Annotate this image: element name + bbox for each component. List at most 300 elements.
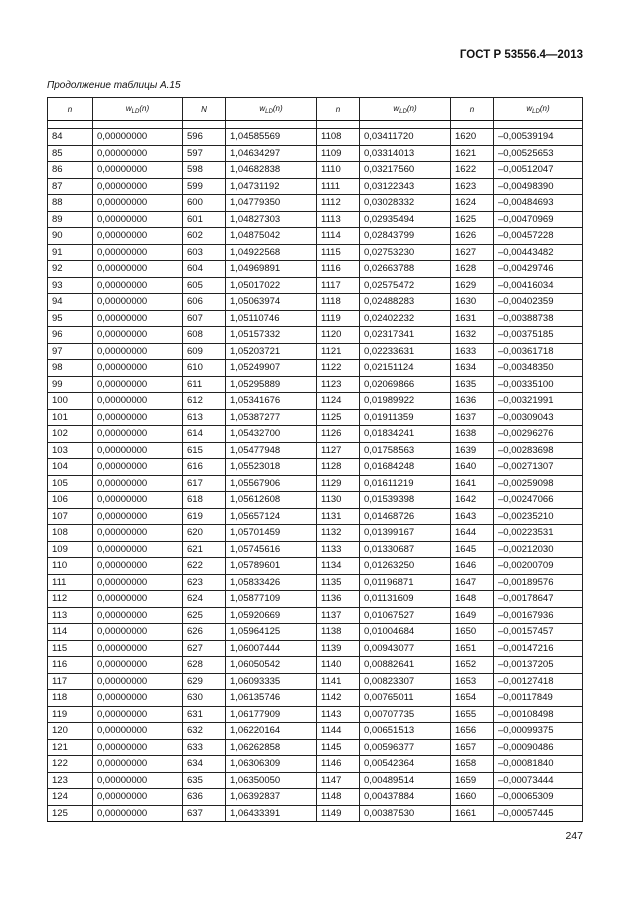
table-cell: 0,00000000 (93, 294, 183, 311)
header-row (48, 98, 583, 121)
table-cell: 1136 (317, 591, 360, 608)
table-cell: 1144 (317, 723, 360, 740)
table-cell: 1149 (317, 805, 360, 822)
table-cell: 0,02935494 (360, 211, 451, 228)
table-cell: 106 (48, 492, 93, 509)
table-cell: 633 (183, 739, 226, 756)
table-cell: 0,00000000 (93, 228, 183, 245)
table-cell: –0,00212030 (494, 541, 583, 558)
table-cell: 0,00000000 (93, 772, 183, 789)
table-row (48, 558, 583, 575)
table-row (48, 195, 583, 212)
table-row (48, 508, 583, 525)
table-cell: 87 (48, 178, 93, 195)
table-cell: 0,02402232 (360, 310, 451, 327)
column-header-subscript: LD (131, 108, 140, 115)
table-cell: 1124 (317, 393, 360, 410)
table-cell: 627 (183, 640, 226, 657)
table-cell: 100 (48, 393, 93, 410)
table-cell: –0,00443482 (494, 244, 583, 261)
table-cell: 94 (48, 294, 93, 311)
column-header (226, 98, 317, 121)
table-row (48, 640, 583, 657)
table-cell: 0,01834241 (360, 426, 451, 443)
table-cell: 0,02069866 (360, 376, 451, 393)
table-cell: 0,03314013 (360, 145, 451, 162)
table-cell: –0,00296276 (494, 426, 583, 443)
table-cell: 1,04731192 (226, 178, 317, 195)
table-cell: 1,05295889 (226, 376, 317, 393)
table-cell: 1646 (451, 558, 494, 575)
table-cell: 631 (183, 706, 226, 723)
table-cell: 0,00000000 (93, 558, 183, 575)
column-header (48, 98, 93, 121)
table-cell: 1635 (451, 376, 494, 393)
table-cell: 1,05432700 (226, 426, 317, 443)
table-cell: 1630 (451, 294, 494, 311)
data-table (47, 97, 583, 822)
table-cell: –0,00457228 (494, 228, 583, 245)
table-cell: 0,00000000 (93, 640, 183, 657)
table-cell: 1,06262858 (226, 739, 317, 756)
table-cell: 0,00000000 (93, 739, 183, 756)
table-cell: 1125 (317, 409, 360, 426)
table-cell: 115 (48, 640, 93, 657)
table-cell: 96 (48, 327, 93, 344)
table-cell: 1661 (451, 805, 494, 822)
table-cell: 0,00000000 (93, 591, 183, 608)
table-cell: 1,05110746 (226, 310, 317, 327)
table-cell: 0,00000000 (93, 574, 183, 591)
table-row (48, 228, 583, 245)
table-cell: 1653 (451, 673, 494, 690)
table-cell: 625 (183, 607, 226, 624)
table-cell: 0,03122343 (360, 178, 451, 195)
table-row (48, 442, 583, 459)
table-cell: 1114 (317, 228, 360, 245)
table-cell: 1109 (317, 145, 360, 162)
table-cell: 1130 (317, 492, 360, 509)
table-cell: 1625 (451, 211, 494, 228)
table-cell: 1115 (317, 244, 360, 261)
table-cell: –0,00127418 (494, 673, 583, 690)
table-cell: –0,00525653 (494, 145, 583, 162)
table-cell: 95 (48, 310, 93, 327)
table-cell: 1647 (451, 574, 494, 591)
table-row (48, 145, 583, 162)
table-cell: 0,00000000 (93, 178, 183, 195)
column-header (183, 98, 226, 121)
table-cell: 1147 (317, 772, 360, 789)
table-cell: –0,00470969 (494, 211, 583, 228)
table-cell: –0,00271307 (494, 459, 583, 476)
table-cell: 1139 (317, 640, 360, 657)
table-cell: 1,04922568 (226, 244, 317, 261)
table-row (48, 772, 583, 789)
table-cell: –0,00117849 (494, 690, 583, 707)
table-cell: –0,00073444 (494, 772, 583, 789)
table-row (48, 607, 583, 624)
table-row (48, 327, 583, 344)
table-cell: 1138 (317, 624, 360, 641)
column-header (451, 98, 494, 121)
table-row (48, 789, 583, 806)
table-cell: 1133 (317, 541, 360, 558)
table-cell: 1,06350050 (226, 772, 317, 789)
table-cell: 0,00000000 (93, 244, 183, 261)
table-cell: 597 (183, 145, 226, 162)
table-cell: 620 (183, 525, 226, 542)
table-cell: 0,00000000 (93, 426, 183, 443)
table-cell: 111 (48, 574, 93, 591)
table-cell: 0,01131609 (360, 591, 451, 608)
table-row (48, 162, 583, 179)
table-row (48, 211, 583, 228)
table-cell: –0,00247066 (494, 492, 583, 509)
table-cell: –0,00189576 (494, 574, 583, 591)
table-cell: –0,00235210 (494, 508, 583, 525)
table-cell: 0,01004684 (360, 624, 451, 641)
table-cell: 101 (48, 409, 93, 426)
table-cell: 1,06220164 (226, 723, 317, 740)
table-cell: –0,00157457 (494, 624, 583, 641)
column-header-subscript: LD (265, 108, 273, 115)
table-cell: 1,05203721 (226, 343, 317, 360)
table-cell: 1637 (451, 409, 494, 426)
table-cell: 0,01611219 (360, 475, 451, 492)
table-cell: –0,00167936 (494, 607, 583, 624)
table-cell: 1655 (451, 706, 494, 723)
table-cell: 121 (48, 739, 93, 756)
table-cell: 1,05017022 (226, 277, 317, 294)
table-cell: 632 (183, 723, 226, 740)
table-cell: 0,00000000 (93, 690, 183, 707)
table-row (48, 756, 583, 773)
table-cell: 0,00882641 (360, 657, 451, 674)
table-cell: 1,06306309 (226, 756, 317, 773)
table-cell: 1119 (317, 310, 360, 327)
table-cell: 0,02843799 (360, 228, 451, 245)
table-cell: 0,00765011 (360, 690, 451, 707)
table-cell: 1135 (317, 574, 360, 591)
table-cell: 628 (183, 657, 226, 674)
table-cell: 621 (183, 541, 226, 558)
table-cell: 1148 (317, 789, 360, 806)
table-cell: 0,02575472 (360, 277, 451, 294)
table-cell: 1132 (317, 525, 360, 542)
table-cell: 0,00000000 (93, 723, 183, 740)
table-row (48, 360, 583, 377)
table-cell: 1146 (317, 756, 360, 773)
table-cell: 0,00000000 (93, 442, 183, 459)
table-cell: –0,00348350 (494, 360, 583, 377)
table-cell: 0,00000000 (93, 129, 183, 146)
table-cell: 1140 (317, 657, 360, 674)
table-cell: –0,00147216 (494, 640, 583, 657)
table-cell: 0,00000000 (93, 706, 183, 723)
table-cell: 596 (183, 129, 226, 146)
table-cell: 1632 (451, 327, 494, 344)
table-cell: 112 (48, 591, 93, 608)
table-cell: 622 (183, 558, 226, 575)
table-cell: 617 (183, 475, 226, 492)
table-cell: 92 (48, 261, 93, 278)
table-cell: 1642 (451, 492, 494, 509)
table-cell: 605 (183, 277, 226, 294)
table-cell: 93 (48, 277, 93, 294)
table-cell: 599 (183, 178, 226, 195)
table-cell: 0,00000000 (93, 360, 183, 377)
table-row (48, 459, 583, 476)
table-cell: 1,04827303 (226, 211, 317, 228)
table-cell: –0,00090486 (494, 739, 583, 756)
table-cell: –0,00223531 (494, 525, 583, 542)
column-header-subscript: LD (399, 108, 407, 115)
table-cell: 0,02233631 (360, 343, 451, 360)
column-header-suffix: (n) (406, 103, 417, 113)
table-cell: 609 (183, 343, 226, 360)
table-cell: 0,00000000 (93, 508, 183, 525)
table-cell: 1143 (317, 706, 360, 723)
table-cell: 1,05789601 (226, 558, 317, 575)
table-cell: 1,05920669 (226, 607, 317, 624)
table-cell: 114 (48, 624, 93, 641)
spacer-row (48, 121, 583, 129)
table-cell: 1,05341676 (226, 393, 317, 410)
table-cell: –0,00178647 (494, 591, 583, 608)
table-row (48, 261, 583, 278)
table-cell: 1145 (317, 739, 360, 756)
table-row (48, 723, 583, 740)
table-cell: 1,04875042 (226, 228, 317, 245)
table-cell: 1,06093335 (226, 673, 317, 690)
table-cell: 1636 (451, 393, 494, 410)
table-cell: 122 (48, 756, 93, 773)
table-cell: –0,00335100 (494, 376, 583, 393)
table-cell: –0,00429746 (494, 261, 583, 278)
table-row (48, 739, 583, 756)
table-cell: 89 (48, 211, 93, 228)
table-cell: 1,05612608 (226, 492, 317, 509)
table-row (48, 393, 583, 410)
table-cell: 0,00823307 (360, 673, 451, 690)
table-cell: 1640 (451, 459, 494, 476)
table-cell: 1629 (451, 277, 494, 294)
table-cell: 1,05833426 (226, 574, 317, 591)
table-cell: 105 (48, 475, 93, 492)
table-cell: –0,00099375 (494, 723, 583, 740)
table-cell: 1,06007444 (226, 640, 317, 657)
table-cell: 0,00000000 (93, 195, 183, 212)
table-cell: 1626 (451, 228, 494, 245)
table-cell: 0,00707735 (360, 706, 451, 723)
table-cell: 1651 (451, 640, 494, 657)
table-cell: 611 (183, 376, 226, 393)
table-cell: 0,03217560 (360, 162, 451, 179)
column-header (317, 98, 360, 121)
column-header-main: N (201, 104, 207, 114)
table-cell: 0,00000000 (93, 327, 183, 344)
table-cell: 0,00651513 (360, 723, 451, 740)
table-cell: 0,00000000 (93, 277, 183, 294)
table-cell: 615 (183, 442, 226, 459)
table-row (48, 805, 583, 822)
table-cell: 1120 (317, 327, 360, 344)
table-row (48, 574, 583, 591)
table-cell: 97 (48, 343, 93, 360)
table-cell: –0,00200709 (494, 558, 583, 575)
table-cell: 1,06050542 (226, 657, 317, 674)
table-cell: 602 (183, 228, 226, 245)
table-cell: 0,00000000 (93, 343, 183, 360)
column-header-main: w (393, 103, 400, 113)
table-cell: 0,00489514 (360, 772, 451, 789)
table-cell: 0,02317341 (360, 327, 451, 344)
table-cell: 1,06135746 (226, 690, 317, 707)
table-cell: 608 (183, 327, 226, 344)
table-cell: 0,00000000 (93, 162, 183, 179)
table-cell: –0,00361718 (494, 343, 583, 360)
table-cell: 0,03028332 (360, 195, 451, 212)
table-cell: 0,00000000 (93, 657, 183, 674)
table-cell: –0,00108498 (494, 706, 583, 723)
table-cell: 113 (48, 607, 93, 624)
table-cell: 1123 (317, 376, 360, 393)
table-cell: 0,00000000 (93, 541, 183, 558)
table-cell: 91 (48, 244, 93, 261)
table-cell: 1656 (451, 723, 494, 740)
table-cell: 1,06392837 (226, 789, 317, 806)
table-cell: 601 (183, 211, 226, 228)
table-row (48, 673, 583, 690)
table-row (48, 244, 583, 261)
table-cell: –0,00484693 (494, 195, 583, 212)
table-cell: 1116 (317, 261, 360, 278)
table-row (48, 690, 583, 707)
table-cell: 613 (183, 409, 226, 426)
table-row (48, 541, 583, 558)
table-row (48, 706, 583, 723)
table-cell: 1131 (317, 508, 360, 525)
table-cell: 0,00000000 (93, 310, 183, 327)
column-header-main: n (67, 104, 73, 114)
table-cell: –0,00065309 (494, 789, 583, 806)
table-cell: 1650 (451, 624, 494, 641)
table-cell: 0,01067527 (360, 607, 451, 624)
table-cell: 108 (48, 525, 93, 542)
table-cell: 0,00000000 (93, 673, 183, 690)
table-cell: 0,00000000 (93, 492, 183, 509)
table-cell: 1,06177909 (226, 706, 317, 723)
column-header-main: n (469, 104, 475, 114)
table-cell: –0,00512047 (494, 162, 583, 179)
table-cell: 1654 (451, 690, 494, 707)
table-cell: 1660 (451, 789, 494, 806)
table-cell: 1648 (451, 591, 494, 608)
table-cell: 634 (183, 756, 226, 773)
table-cell: 1,06433391 (226, 805, 317, 822)
table-cell: 0,02753230 (360, 244, 451, 261)
table-cell: 1137 (317, 607, 360, 624)
table-row (48, 277, 583, 294)
table-cell: 1118 (317, 294, 360, 311)
table-cell: 0,00000000 (93, 525, 183, 542)
table-cell: 0,00596377 (360, 739, 451, 756)
table-row (48, 294, 583, 311)
table-cell: 1113 (317, 211, 360, 228)
table-cell: 1639 (451, 442, 494, 459)
table-cell: 110 (48, 558, 93, 575)
table-cell: 1627 (451, 244, 494, 261)
table-cell: 1,05745616 (226, 541, 317, 558)
table-row (48, 178, 583, 195)
table-cell: 1,05249907 (226, 360, 317, 377)
table-row (48, 409, 583, 426)
table-cell: 600 (183, 195, 226, 212)
table-cell: 612 (183, 393, 226, 410)
table-cell: –0,00137205 (494, 657, 583, 674)
table-cell: 1108 (317, 129, 360, 146)
column-header-suffix: (n) (139, 103, 150, 113)
table-cell: 124 (48, 789, 93, 806)
table-cell: 0,01263250 (360, 558, 451, 575)
table-cell: 1117 (317, 277, 360, 294)
table-cell: 1,05567906 (226, 475, 317, 492)
table-cell: 90 (48, 228, 93, 245)
column-header-main: w (259, 103, 266, 113)
document-code: ГОСТ Р 53556.4—2013 (459, 49, 583, 61)
table-cell: 1,05063974 (226, 294, 317, 311)
table-cell: 636 (183, 789, 226, 806)
table-cell: 0,00000000 (93, 624, 183, 641)
table-cell: 0,02151124 (360, 360, 451, 377)
table-row (48, 310, 583, 327)
table-row (48, 343, 583, 360)
table-cell: 1620 (451, 129, 494, 146)
table-cell: 1652 (451, 657, 494, 674)
table-cell: –0,00081840 (494, 756, 583, 773)
table-row (48, 525, 583, 542)
table-cell: 624 (183, 591, 226, 608)
table-cell: 1,05523018 (226, 459, 317, 476)
table-row (48, 376, 583, 393)
table-cell: 1112 (317, 195, 360, 212)
table-cell: 1110 (317, 162, 360, 179)
table-cell: 598 (183, 162, 226, 179)
table-cell: 1,04634297 (226, 145, 317, 162)
table-row (48, 129, 583, 146)
table-cell: 0,00000000 (93, 805, 183, 822)
table-cell: 607 (183, 310, 226, 327)
table-cell: –0,00309043 (494, 409, 583, 426)
table-cell: 0,02663788 (360, 261, 451, 278)
table-cell: –0,00057445 (494, 805, 583, 822)
table-caption: Продолжение таблицы А.15 (47, 80, 181, 91)
table-cell: 0,03411720 (360, 129, 451, 146)
table-cell: 84 (48, 129, 93, 146)
table-cell: 0,00000000 (93, 376, 183, 393)
table-cell: 1134 (317, 558, 360, 575)
table-cell: 0,00000000 (93, 211, 183, 228)
table-cell: 85 (48, 145, 93, 162)
table-cell: 1,04779350 (226, 195, 317, 212)
table-cell: 0,01539398 (360, 492, 451, 509)
table-cell: 99 (48, 376, 93, 393)
table-cell: 125 (48, 805, 93, 822)
column-header-suffix: (n) (539, 103, 550, 113)
page-number: 247 (565, 830, 583, 842)
table-cell: 1638 (451, 426, 494, 443)
